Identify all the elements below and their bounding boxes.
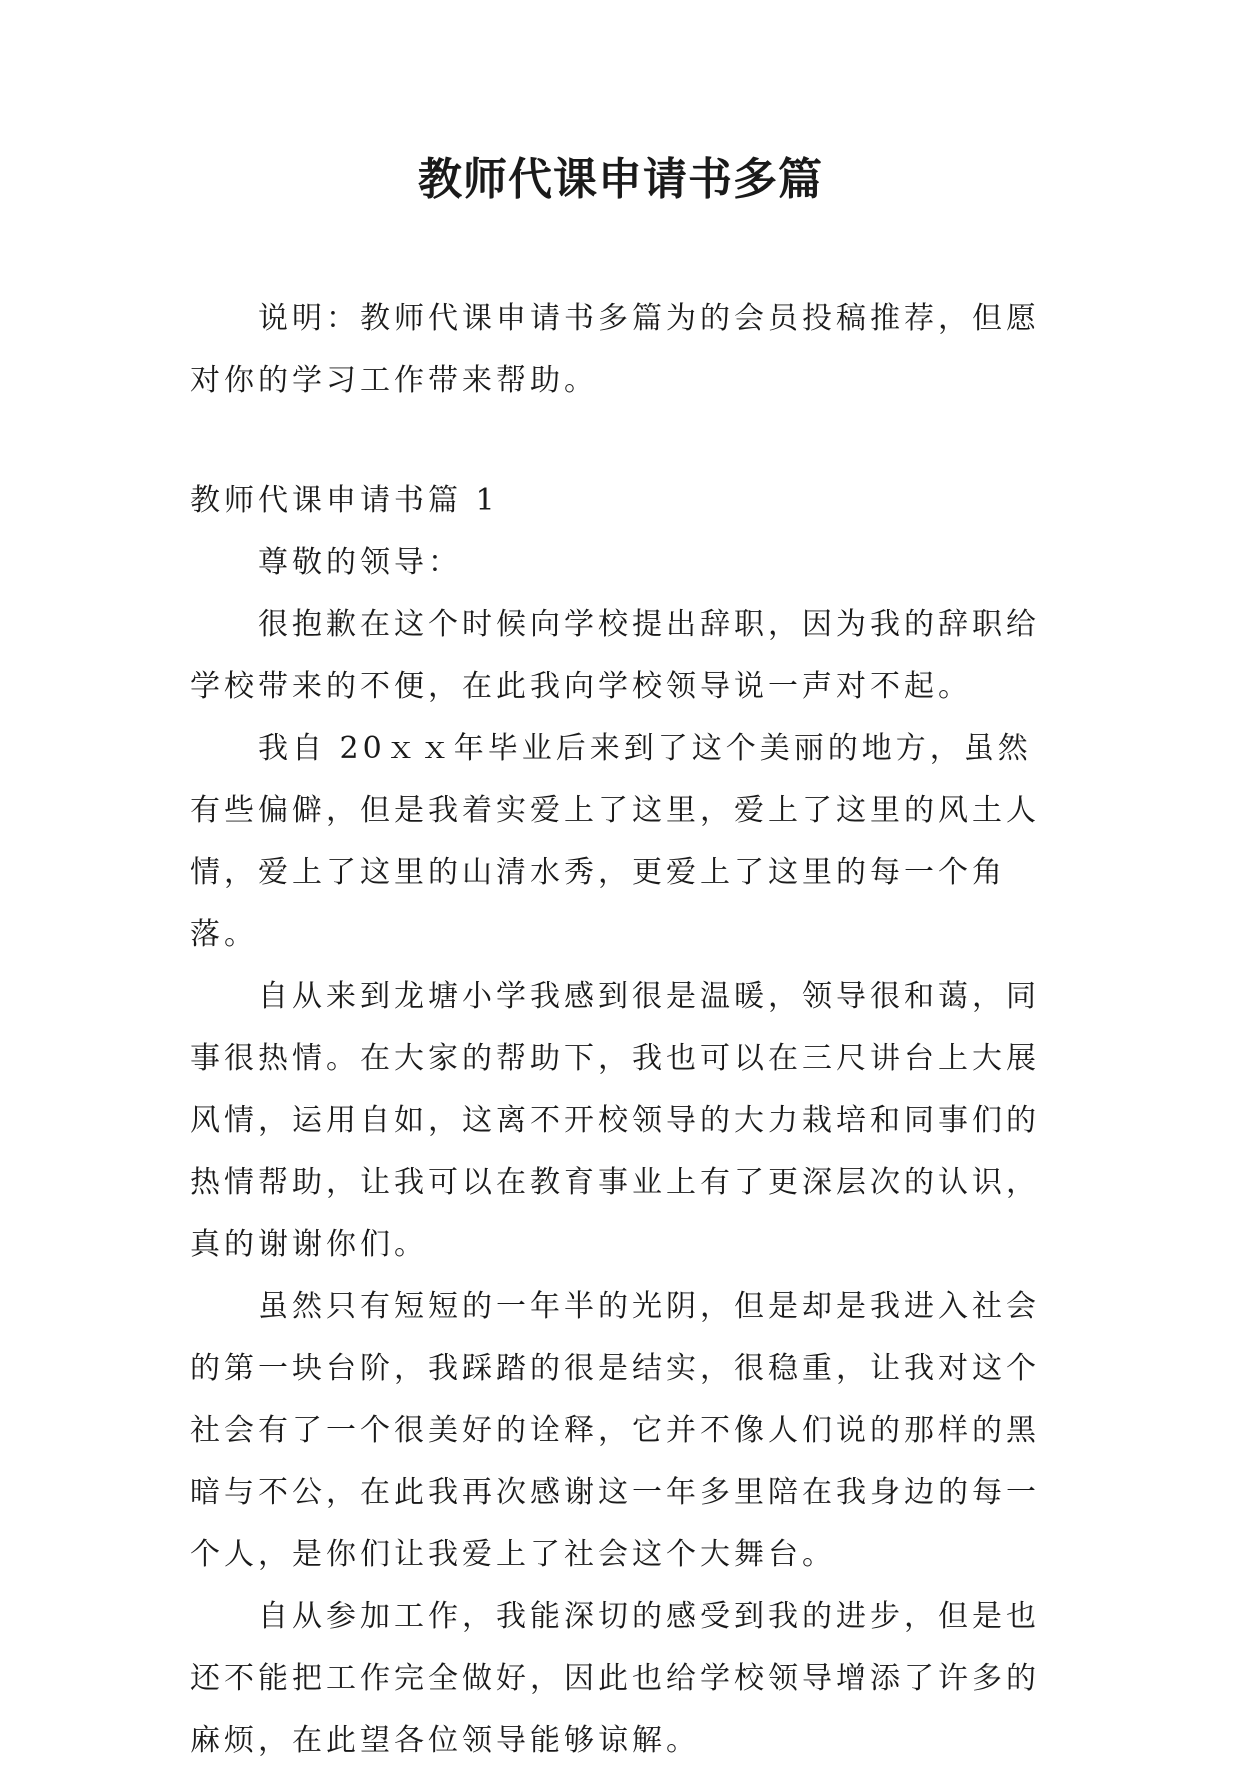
paragraph: 自从来到龙塘小学我感到很是温暖，领导很和蔼，同事很热情。在大家的帮助下，我也可以在三尺讲台上大展风情，运用自如，这离不开校领导的大力栽培和同事们的热情帮助，让我可以在教育事业上有了更深层次的认识，真的谢谢你们。 (190, 979, 1040, 1262)
paragraph: 我自 20ｘｘ年毕业后来到了这个美丽的地方，虽然有些偏僻，但是我着实爱上了这里，爱上了这里的风土人情，爱上了这里的山清水秀，更爱上了这里的每一个角落。 (190, 731, 1040, 952)
paragraph: 很抱歉在这个时候向学校提出辞职，因为我的辞职给学校带来的不便，在此我向学校领导说一声对不起。 (190, 607, 1040, 704)
document-section (190, 470, 1050, 1772)
salutation: 尊敬的领导： (258, 545, 462, 580)
section-heading: 教师代课申请书篇 1 (190, 483, 499, 518)
document-title: 教师代课申请书多篇 (418, 154, 823, 205)
paragraph: 自从参加工作，我能深切的感受到我的进步，但是也还不能把工作完全做好，因此也给学校领导增添了许多的麻烦，在此望各位领导能够谅解。 (190, 1599, 1040, 1758)
paragraph: 虽然只有短短的一年半的光阴，但是却是我进入社会的第一块台阶，我踩踏的很是结实，很稳重，让我对这个社会有了一个很美好的诠释，它并不像人们说的那样的黑暗与不公，在此我再次感谢这一年多里陪在我身边的每一个人，是你们让我爱上了社会这个大舞台。 (190, 1289, 1040, 1572)
document-note: 说明：教师代课申请书多篇为的会员投稿推荐，但愿对你的学习工作带来帮助。 (190, 301, 1040, 398)
